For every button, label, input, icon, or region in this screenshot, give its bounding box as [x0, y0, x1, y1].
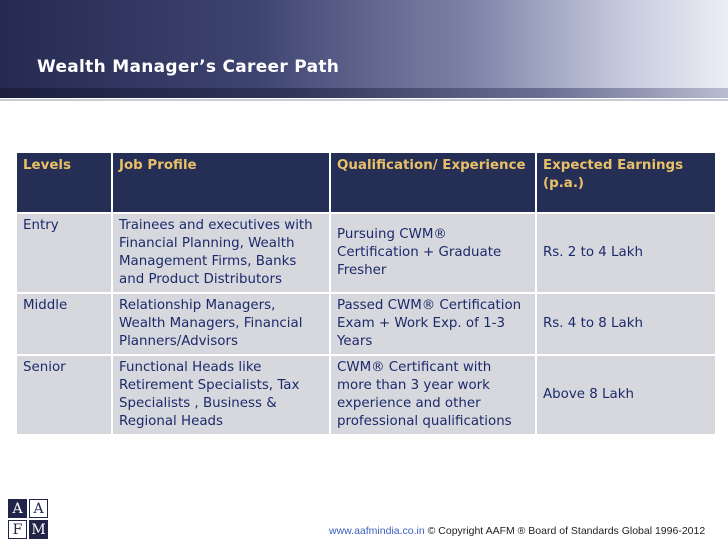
- logo-letter: F: [8, 520, 27, 539]
- table-header-row: [17, 153, 715, 213]
- qualification-cell: CWM® Certificant with more than 3 year work experience and other professional qualifications: [330, 355, 536, 434]
- header-expected-earnings: Expected Earnings (p.a.): [536, 153, 715, 213]
- job-profile-cell: Trainees and executives with Financial Planning, Wealth Management Firms, Banks and Product Distributors: [112, 213, 330, 293]
- aafm-logo: [8, 499, 48, 539]
- header-job-profile: Job Profile: [112, 153, 330, 213]
- table-row: [17, 293, 715, 355]
- qualification-cell: Passed CWM® Certification Exam + Work Exp. of 1-3 Years: [330, 293, 536, 355]
- logo-letter: A: [8, 499, 27, 518]
- divider: [0, 99, 728, 101]
- footer-copyright: © Copyright AAFM ® Board of Standards Global 1996-2012: [424, 525, 706, 537]
- career-path-table: [17, 153, 715, 434]
- earnings-cell: Rs. 4 to 8 Lakh: [536, 293, 715, 355]
- qualification-cell: Pursuing CWM® Certification + Graduate Fresher: [330, 213, 536, 293]
- title-banner: [0, 0, 728, 98]
- job-profile-cell: Relationship Managers, Wealth Managers, Financial Planners/Advisors: [112, 293, 330, 355]
- earnings-cell: Rs. 2 to 4 Lakh: [536, 213, 715, 293]
- page-title: Wealth Manager’s Career Path: [37, 57, 340, 77]
- header-levels: Levels: [17, 153, 112, 213]
- level-cell: Entry: [17, 213, 112, 293]
- logo-letter: A: [29, 499, 48, 518]
- level-cell: Middle: [17, 293, 112, 355]
- header-qualification: Qualification/ Experience: [330, 153, 536, 213]
- footer: [329, 525, 705, 537]
- logo-letter: M: [29, 520, 48, 539]
- footer-link[interactable]: www.aafmindia.co.in: [329, 525, 425, 537]
- table-row: [17, 213, 715, 293]
- table-row: [17, 355, 715, 434]
- level-cell: Senior: [17, 355, 112, 434]
- job-profile-cell: Functional Heads like Retirement Specialists, Tax Specialists , Business & Regional Heads: [112, 355, 330, 434]
- earnings-cell: Above 8 Lakh: [536, 355, 715, 434]
